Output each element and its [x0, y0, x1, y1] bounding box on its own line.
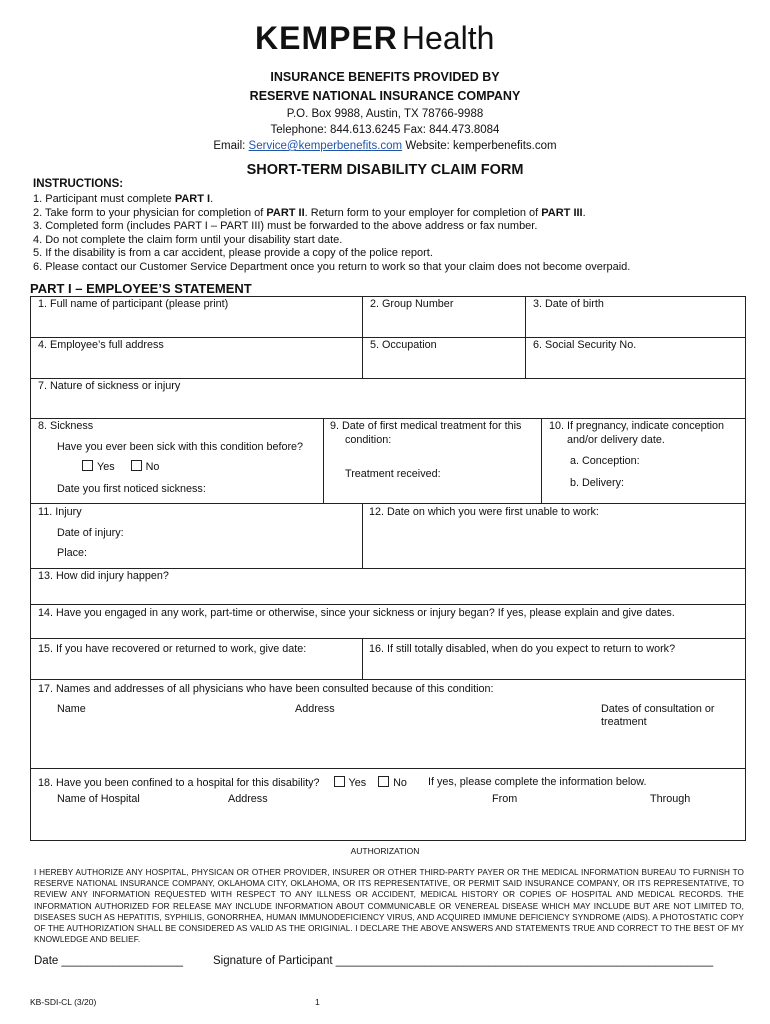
sick-before-question: Have you ever been sick with this condition before?	[57, 441, 304, 453]
website-text: Website: kemperbenefits.com	[402, 140, 557, 152]
yes-label: Yes	[97, 461, 115, 473]
kemper-health-logo	[255, 18, 494, 58]
physician-dates-header: Dates of consultation or	[601, 703, 715, 715]
instruction-1: 1. Participant must complete PART I.	[33, 193, 214, 205]
date-noticed-sickness[interactable]: Date you first noticed sickness:	[57, 483, 206, 495]
physician-dates-header-cont: treatment	[601, 716, 647, 728]
authorization-text: I HEREBY AUTHORIZE ANY HOSPITAL, PHYSICAN OR OTHER PROVIDER, INSURER OR OTHER THIRD-PARTY PAYER OR THE MEDICAL INFORMATION BUREAU TO FURNISH TO RESERVE NATIONAL INSURANCE COMPANY, OKLAHOMA CITY, OKLAHOMA, OR ITS REPRESENTATIVE, OR PERMIT SAID INSURANCE COMPANY, OR ITS REPRESENTATIVE, TO REVIEW ANY INFORMATION REQUESTED WITH RESPECT TO ANY ILLNESS OR ACCIDENT, MEDICAL HISTORY OR COPIES OF HOSPITAL AND MEDICAL RECORDS. THE INFORMATION AUTHORIZED FOR RELEASE MAY INCLUDE INFORMATION ABOUT COMMUNICABLE OR VENEREAL DISEASE WHICH MAY INCLUDE BUT ARE NOT LIMITED TO, DISEASES SUCH AS HEPATITIS, SYPHILIS, GONORRHEA, HUMAN IMMUNODEFICIENCY VIRUS, AND ACQUIRED IMMUNE DEFICIENCY SYNDROME (AIDS). A PHOTOSTATIC COPY OF THE AUTHORIZATION SHALL BE CONSIDERED AS VALID AS THE ORIGINIAL. I DECLARE THE ABOVE ANSWERS AND STATEMENTS TRUE AND CORRECT TO THE BEST OF MY KNOWLEDGE AND BELIEF.	[34, 868, 744, 945]
header-line2: RESERVE NATIONAL INSURANCE COMPANY	[249, 89, 521, 103]
field-group-number[interactable]: 2. Group Number	[370, 298, 454, 310]
hospital-address-header: Address	[228, 793, 268, 805]
instructions-title: INSTRUCTIONS:	[33, 178, 124, 190]
hospital-from-header: From	[492, 793, 518, 805]
field-nature-of-sickness[interactable]: 7. Nature of sickness or injury	[38, 380, 181, 392]
field-expected-return[interactable]: 16. If still totally disabled, when do you expect to return to work?	[369, 643, 676, 655]
hospital-no-label: No	[393, 777, 407, 789]
hospital-no-checkbox[interactable]	[378, 776, 389, 787]
field-place[interactable]: Place:	[57, 547, 88, 559]
no-label: No	[145, 461, 160, 473]
signature-line[interactable]: Signature of Participant ___________________________________________________________	[213, 955, 714, 967]
field-conception[interactable]: a. Conception:	[570, 455, 640, 467]
instruction-6: 6. Please contact our Customer Service Department once you return to work so that your claim does not become overpaid.	[33, 260, 631, 273]
no-checkbox[interactable]	[131, 460, 142, 471]
date-line[interactable]: Date ___________________	[34, 955, 184, 967]
form-code: KB-SDI-CL (3/20)	[30, 997, 97, 1007]
instructions-list	[33, 193, 630, 275]
instruction-5: 5. If the disability is from a car accident, please provide a copy of the police report.	[33, 247, 433, 260]
instruction-4: 4. Do not complete the claim form until your disability start date.	[33, 233, 343, 246]
field-employee-address[interactable]: 4. Employee’s full address	[38, 339, 164, 351]
field-date-of-injury[interactable]: Date of injury:	[57, 527, 124, 539]
field-engaged-work[interactable]: 14. Have you engaged in any work, part-time or otherwise, since your sickness or injury began? If yes, please explain and give dates.	[38, 607, 675, 619]
header-phone: Telephone: 844.613.6245 Fax: 844.473.8084	[270, 124, 500, 136]
field-injury: 11. Injury	[38, 506, 82, 518]
email-link[interactable]: Service@kemperbenefits.com	[248, 140, 403, 152]
hospital-name-header: Name of Hospital	[57, 793, 140, 805]
header-contact	[0, 140, 770, 152]
field-pregnancy: 10. If pregnancy, indicate conception	[549, 420, 725, 432]
field-first-treatment-cont: condition:	[345, 434, 392, 446]
page-number: 1	[315, 997, 320, 1007]
field-recovered-date[interactable]: 15. If you have recovered or returned to work, give date:	[38, 643, 307, 655]
physician-address-header: Address	[295, 703, 335, 715]
logo-brand: KEMPER	[255, 19, 398, 56]
header-line1: INSURANCE BENEFITS PROVIDED BY	[270, 70, 500, 84]
hospital-through-header: Through	[650, 793, 691, 805]
instruction-3: 3. Completed form (includes PART I – PART III) must be forwarded to the above address or fax number.	[33, 220, 538, 233]
sick-before-options	[82, 460, 159, 473]
header-address: P.O. Box 9988, Austin, TX 78766-9988	[286, 108, 484, 120]
form-title: SHORT-TERM DISABILITY CLAIM FORM	[246, 162, 524, 178]
authorization-title: AUTHORIZATION	[350, 846, 420, 856]
yes-checkbox[interactable]	[82, 460, 93, 471]
field-occupation[interactable]: 5. Occupation	[370, 339, 437, 351]
instruction-2: 2. Take form to your physician for completion of PART II. Return form to your employer for completion of PART III.	[33, 206, 586, 219]
hospital-note: If yes, please complete the information below.	[428, 776, 647, 788]
field-treatment-received[interactable]: Treatment received:	[345, 468, 441, 480]
logo-product: Health	[401, 19, 495, 56]
field-date-of-birth[interactable]: 3. Date of birth	[533, 298, 604, 310]
field-first-unable-date[interactable]: 12. Date on which you were first unable to work:	[369, 506, 599, 518]
physician-name-header: Name	[57, 703, 86, 715]
field-ssn[interactable]: 6. Social Security No.	[533, 339, 637, 351]
field-sickness: 8. Sickness	[38, 420, 94, 432]
field-full-name[interactable]: 1. Full name of participant (please print)	[38, 298, 229, 310]
field-hospital-confined	[38, 776, 407, 789]
hospital-yes-checkbox[interactable]	[334, 776, 345, 787]
hospital-yes-label: Yes	[348, 777, 367, 789]
field-delivery[interactable]: b. Delivery:	[570, 477, 625, 489]
field-pregnancy-cont: and/or delivery date.	[567, 434, 665, 446]
hospital-question: 18. Have you been confined to a hospital for this disability?	[38, 777, 320, 789]
field-first-treatment[interactable]: 9. Date of first medical treatment for this	[330, 420, 522, 432]
field-how-injury[interactable]: 13. How did injury happen?	[38, 570, 169, 582]
field-physicians: 17. Names and addresses of all physicians who have been consulted because of this condition:	[38, 683, 494, 695]
part1-title: PART I – EMPLOYEE’S STATEMENT	[30, 281, 252, 296]
email-label: Email:	[213, 140, 249, 152]
